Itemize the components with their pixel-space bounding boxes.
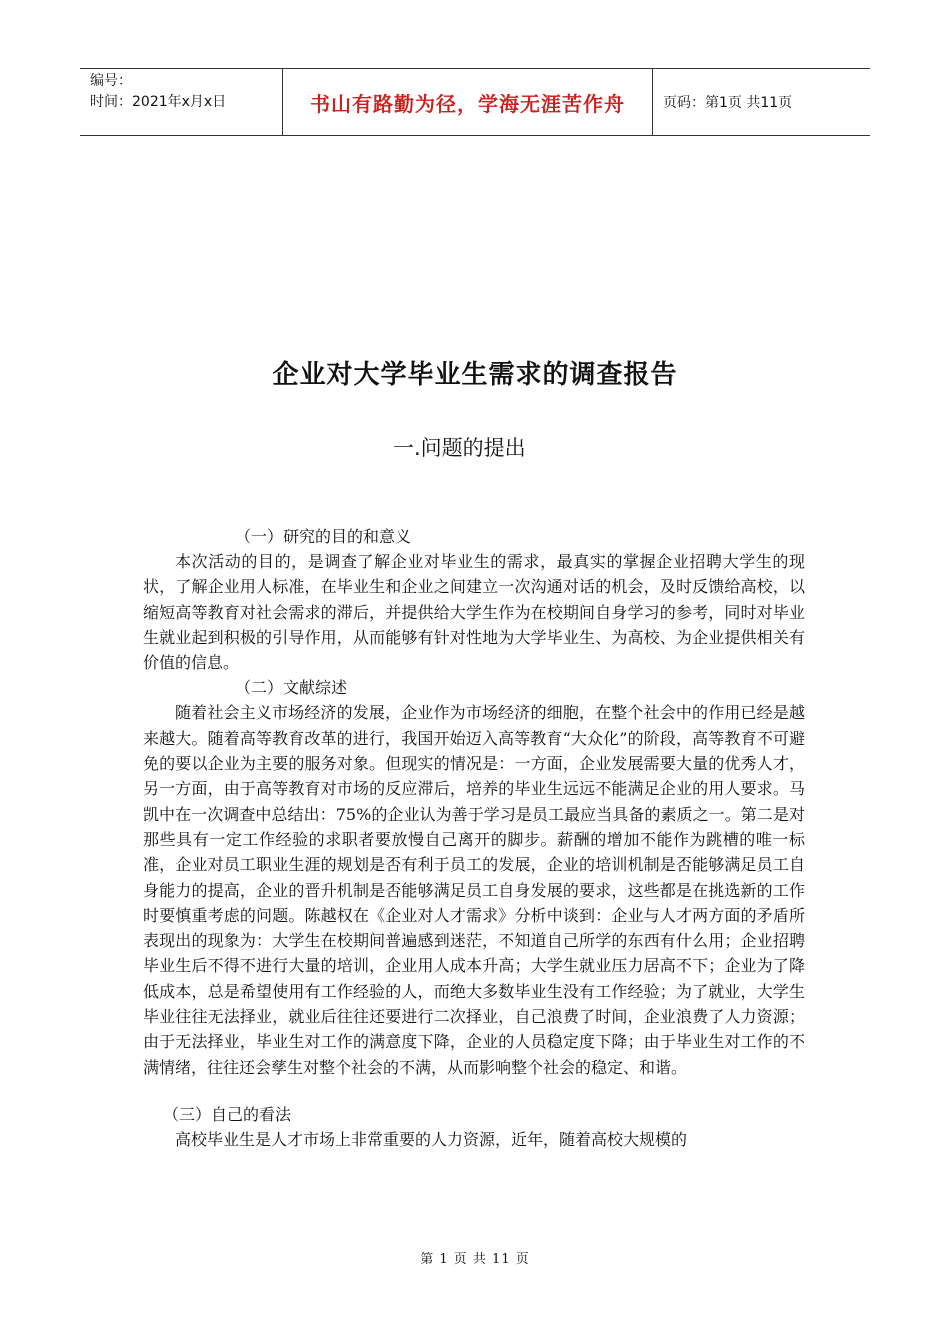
header-page-info: 页码：第1页 共11页 bbox=[663, 95, 793, 111]
header-motto: 书山有路勤为径，学海无涯苦作舟 bbox=[283, 69, 653, 135]
document-body bbox=[143, 524, 805, 1152]
document-header-table bbox=[80, 68, 870, 136]
paragraph-literature-review: 随着社会主义市场经济的发展，企业作为市场经济的细胞，在整个社会中的作用已经是越来越大。随着高等教育改革的进行，我国开始迈入高等教育“大众化”的阶段，高等教育不可避免的要以企业为主要的服务对象。但现实的情况是：一方面，企业发展需要大量的优秀人才，另一方面，由于高等教育对市场的反应滞后，培养的毕业生远远不能满足企业的用人要求。马凯中在一次调查中总结出：75%的企业认为善于学习是员工最应当具备的素质之一。第二是对那些具有一定工作经验的求职者要放慢自己离开的脚步。薪酬的增加不能作为跳槽的唯一标准，企业对员工职业生涯的规划是否有利于员工的发展，企业的培训机制是否能够满足员工自身能力的提高，企业的晋升机制是否能够满足员工自身发展的要求，这些都是在挑选新的工作时要慎重考虑的问题。陈越权在《企业对人才需求》分析中谈到：企业与人才两方面的矛盾所表现出的现象为：大学生在校期间普遍感到迷茫，不知道自己所学的东西有什么用；企业招聘毕业生后不得不进行大量的培训，企业用人成本升高；大学生就业压力居高不下；企业为了降低成本，总是希望使用有工作经验的人，而绝大多数毕业生没有工作经验；为了就业，大学生毕业往往无法择业，就业后往往还要进行二次择业，自己浪费了时间，企业浪费了人力资源；由于无法择业，毕业生对工作的满意度下降，企业的人员稳定度下降；由于毕业生对工作的不满情绪，往往还会孳生对整个社会的不满，从而影响整个社会的稳定、和谐。 bbox=[143, 703, 805, 1077]
document-title: 企业对大学毕业生需求的调查报告 bbox=[272, 360, 678, 390]
section-heading: 一.问题的提出 bbox=[393, 436, 526, 460]
header-meta-cell bbox=[80, 69, 283, 135]
subheading-literature-review: （二）文献综述 bbox=[235, 678, 348, 698]
subheading-purpose: （一）研究的目的和意义 bbox=[235, 527, 412, 546]
number-label: 编号： bbox=[90, 73, 132, 89]
paragraph-own-view: 高校毕业生是人才市场上非常重要的人力资源，近年，随着高校大规模的 bbox=[175, 1129, 688, 1149]
paragraph-purpose: 本次活动的目的，是调查了解企业对毕业生的需求，最真实的掌握企业招聘大学生的现状，了解企业用人标准，在毕业生和企业之间建立一次沟通对话的机会，及时反馈给高校，以缩短高等教育对社会需求的滞后，并提供给大学生作为在校期间自身学习的参考，同时对毕业生就业起到积极的引导作用，从而能够有针对性地为大学毕业生、为高校、为企业提供相关有价值的信息。 bbox=[143, 552, 805, 673]
page-footer: 第 1 页 共 11 页 bbox=[420, 1252, 530, 1267]
subheading-own-view: （三）自己的看法 bbox=[163, 1104, 292, 1124]
time-label: 时间：2021年x月x日 bbox=[90, 94, 227, 110]
